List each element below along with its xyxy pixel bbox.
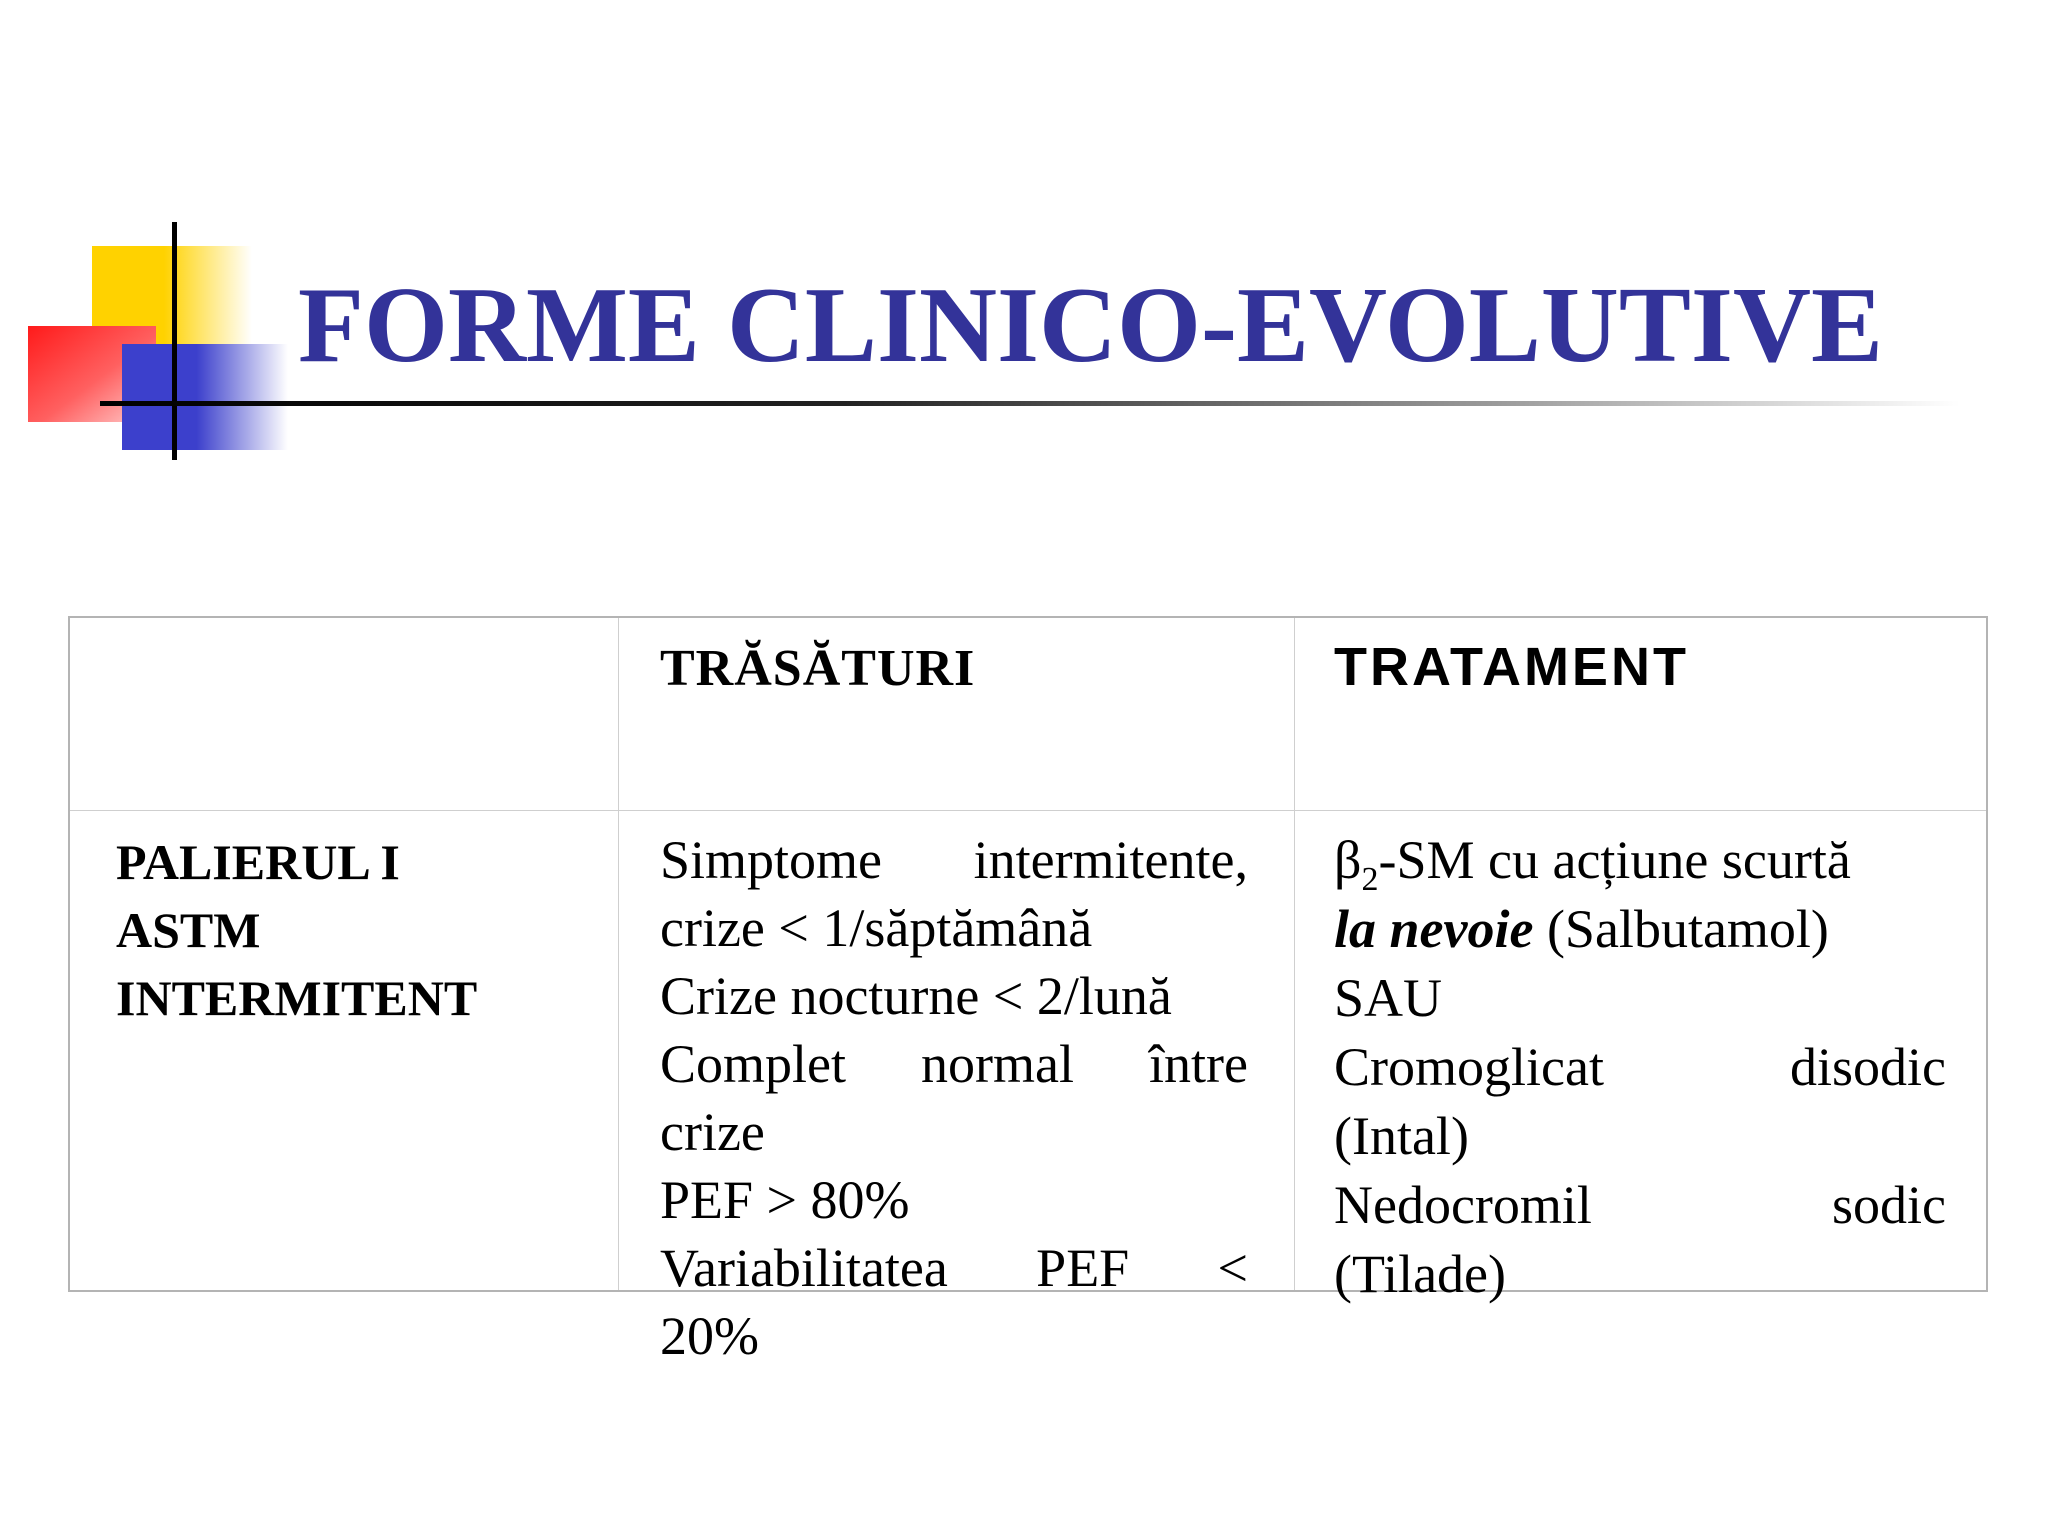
features-word: PEF	[1036, 1238, 1130, 1298]
features-word: Complet	[660, 1034, 846, 1094]
treatment-word: sodic	[1832, 1175, 1946, 1235]
beta-symbol: β	[1334, 830, 1362, 890]
features-word: <	[1217, 1238, 1248, 1298]
row-label-palier-1	[116, 828, 576, 1032]
features-cell	[660, 826, 1248, 1370]
treatment-cell	[1334, 826, 1946, 1309]
features-word: intermitente,	[973, 830, 1248, 890]
features-word: Simptome	[660, 830, 883, 890]
treatment-word: Cromoglicat	[1334, 1037, 1604, 1097]
treatment-word: Nedocromil	[1334, 1175, 1592, 1235]
row-label-line: PALIERUL I	[116, 834, 400, 890]
logo-vertical-line	[172, 222, 177, 460]
row-label-line: ASTM	[116, 902, 261, 958]
features-line: crize < 1/săptămână	[660, 898, 1093, 958]
treatment-line	[1334, 1033, 1946, 1102]
treatment-text: (Salbutamol)	[1533, 899, 1829, 959]
features-line: Crize nocturne < 2/lună	[660, 966, 1172, 1026]
treatment-text: -SM cu acțiune scurtă	[1378, 830, 1851, 890]
treatment-line: (Tilade)	[1334, 1244, 1506, 1304]
treatment-line: SAU	[1334, 968, 1443, 1028]
treatment-line	[1334, 895, 1946, 964]
title-underline	[100, 401, 1960, 406]
slide-title: FORME CLINICO-EVOLUTIVE	[298, 266, 1883, 385]
features-line: PEF > 80%	[660, 1170, 910, 1230]
features-line: 20%	[660, 1306, 759, 1366]
features-line: crize	[660, 1102, 765, 1162]
table-row-divider	[70, 810, 1986, 811]
row-label-line: INTERMITENT	[116, 970, 478, 1026]
treatment-word: disodic	[1790, 1037, 1946, 1097]
table-column-divider	[1294, 618, 1295, 1290]
treatment-line	[1334, 1171, 1946, 1240]
features-word: între	[1149, 1034, 1248, 1094]
header-tratament: TRATAMENT	[1334, 637, 1689, 697]
features-line	[660, 826, 1248, 894]
logo-blue-square	[122, 344, 288, 450]
header-trasaturi: TRĂSĂTURI	[660, 640, 976, 697]
features-word: normal	[921, 1034, 1074, 1094]
features-line	[660, 1030, 1248, 1098]
features-line	[660, 1234, 1248, 1302]
beta-subscript: 2	[1361, 860, 1379, 898]
clinical-forms-table	[68, 616, 1988, 1366]
treatment-emphasis: la nevoie	[1334, 899, 1534, 959]
treatment-line: (Intal)	[1334, 1106, 1469, 1166]
features-word: Variabilitatea	[660, 1238, 948, 1298]
treatment-line	[1334, 826, 1946, 898]
table-column-divider	[618, 618, 619, 1290]
